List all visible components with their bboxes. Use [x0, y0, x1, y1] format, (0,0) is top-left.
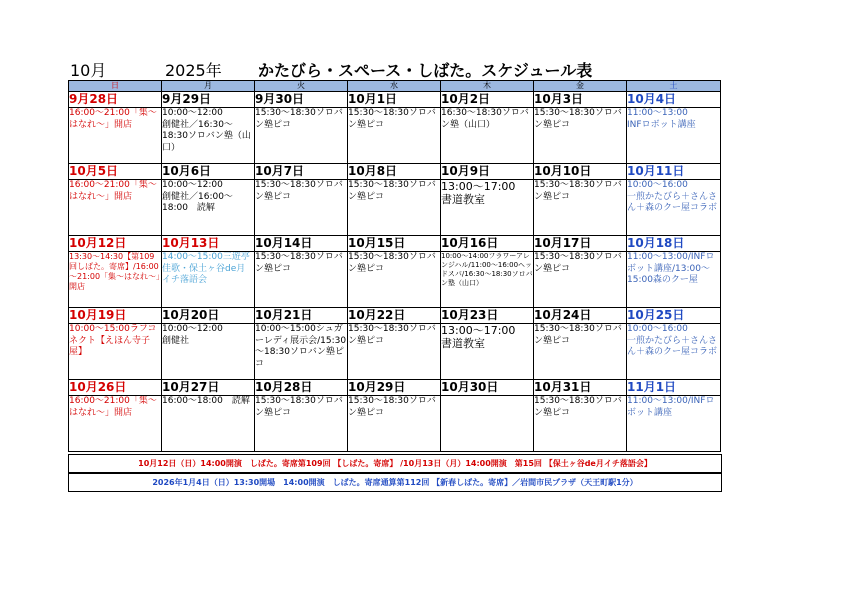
- date-cell: 10月29日: [348, 380, 441, 396]
- event-cell: [627, 180, 721, 236]
- date-cell: 10月30日: [441, 380, 534, 396]
- date-row: [69, 92, 721, 108]
- date-cell: 10月16日: [441, 236, 534, 252]
- date-cell: 10月7日: [255, 164, 348, 180]
- date-cell: 10月19日: [69, 308, 162, 324]
- event-cell: [255, 324, 348, 380]
- event-row: [69, 324, 721, 380]
- date-cell: 10月21日: [255, 308, 348, 324]
- event-cell: [255, 252, 348, 308]
- date-cell: 10月4日: [627, 92, 721, 108]
- date-cell: 10月17日: [534, 236, 627, 252]
- event-cell: [627, 396, 721, 452]
- event-text: 13:30～14:30【第109回しばた。寄席】/16:00～21:00「集～はなれ～」開店: [69, 252, 161, 291]
- event-cell: [255, 108, 348, 164]
- event-cell: [534, 252, 627, 308]
- event-cell: [441, 108, 534, 164]
- date-cell: 10月31日: [534, 380, 627, 396]
- event-text: 10:00～16:00 一煎かたびら＋さんさん＋森のクー屋コラボ: [627, 324, 718, 357]
- event-row: [69, 396, 721, 452]
- event-text: 13:00～17:00 書道教室: [441, 324, 516, 350]
- weekday-thu: 木: [441, 81, 534, 92]
- date-cell: 10月18日: [627, 236, 721, 252]
- event-cell: [348, 108, 441, 164]
- date-cell: 10月9日: [441, 164, 534, 180]
- event-text: 15:30～18:30ソロバン塾ピコ: [534, 180, 622, 202]
- event-text: 15:30～18:30ソロバン塾ピコ: [255, 252, 343, 274]
- event-text: 10:00～12:00 創健社／16:30～18:30ソロバン塾（山口）: [162, 108, 251, 153]
- event-cell: [534, 396, 627, 452]
- event-cell: [69, 252, 162, 308]
- event-cell: [255, 180, 348, 236]
- date-cell: 10月1日: [348, 92, 441, 108]
- schedule-table: [68, 80, 721, 452]
- event-row: [69, 252, 721, 308]
- event-cell: [627, 324, 721, 380]
- date-row: [69, 308, 721, 324]
- date-cell: 10月24日: [534, 308, 627, 324]
- event-cell: [441, 324, 534, 380]
- event-text: 15:30～18:30ソロバン塾ピコ: [255, 396, 343, 418]
- event-cell: [69, 324, 162, 380]
- event-text: 10:00～14:00フラワーアレンジハル/11:00～16:00ヘッドスパ/16:30～18:30ソロバン塾（山口）: [441, 252, 533, 287]
- event-cell: [441, 396, 534, 452]
- event-text: 10:00～16:00 一煎かたびら＋さんさん＋森のクー屋コラボ: [627, 180, 718, 213]
- date-row: [69, 236, 721, 252]
- event-cell: [162, 252, 255, 308]
- date-cell: 10月25日: [627, 308, 721, 324]
- date-cell: 10月26日: [69, 380, 162, 396]
- weekday-sun: 日: [69, 81, 162, 92]
- page-title: かたびら・スペース・しばた。スケジュール表: [258, 61, 593, 80]
- event-text: 15:30～18:30ソロバン塾ピコ: [255, 180, 343, 202]
- event-cell: [348, 324, 441, 380]
- event-text: 15:30～18:30ソロバン塾ピコ: [348, 180, 436, 202]
- event-text: 15:30～18:30ソロバン塾ピコ: [348, 108, 436, 130]
- event-text: 14:00～15:00三遊亭佳歌・保土ヶ谷de月イチ落語会: [162, 252, 250, 285]
- date-cell: 10月22日: [348, 308, 441, 324]
- date-cell: 10月14日: [255, 236, 348, 252]
- event-cell: [441, 180, 534, 236]
- event-cell: [69, 108, 162, 164]
- date-cell: 9月29日: [162, 92, 255, 108]
- date-cell: 10月12日: [69, 236, 162, 252]
- event-text: 16:00～21:00「集～はなれ～」開店: [69, 180, 157, 202]
- event-text: 13:00～17:00 書道教室: [441, 180, 516, 206]
- event-cell: [627, 252, 721, 308]
- date-cell: 10月8日: [348, 164, 441, 180]
- event-cell: [534, 324, 627, 380]
- event-cell: [441, 252, 534, 308]
- date-cell: 9月30日: [255, 92, 348, 108]
- event-text: 15:30～18:30ソロバン塾ピコ: [348, 324, 436, 346]
- title-row: [70, 58, 720, 80]
- event-text: 15:30～18:30ソロバン塾ピコ: [348, 252, 436, 274]
- rakugo-note: 10月12日（日）14:00開演 しばた。寄席第109回 【しばた。寄席】 /10月13日（月）14:00開演 第15回 【保土ヶ谷de月イチ落語会】: [68, 454, 722, 473]
- event-text: 10:00～12:00 創健社: [162, 324, 223, 346]
- date-cell: 10月6日: [162, 164, 255, 180]
- event-cell: [162, 180, 255, 236]
- weekday-wed: 水: [348, 81, 441, 92]
- event-cell: [348, 252, 441, 308]
- event-cell: [69, 396, 162, 452]
- date-row: [69, 164, 721, 180]
- date-cell: 10月20日: [162, 308, 255, 324]
- event-cell: [162, 396, 255, 452]
- weekday-sat: 土: [627, 81, 721, 92]
- event-text: 15:30～18:30ソロバン塾ピコ: [534, 396, 622, 418]
- event-cell: [162, 324, 255, 380]
- event-row: [69, 180, 721, 236]
- event-cell: [348, 396, 441, 452]
- event-cell: [534, 108, 627, 164]
- weekday-tue: 火: [255, 81, 348, 92]
- date-cell: 10月10日: [534, 164, 627, 180]
- event-text: 11:00～13:00/INFロボット講座/13:00～15:00森のクー屋: [627, 252, 715, 285]
- date-cell: 10月2日: [441, 92, 534, 108]
- event-cell: [162, 108, 255, 164]
- weekday-mon: 月: [162, 81, 255, 92]
- event-text: 15:30～18:30ソロバン塾ピコ: [255, 108, 343, 130]
- event-text: 15:30～18:30ソロバン塾ピコ: [534, 252, 622, 274]
- event-cell: [69, 180, 162, 236]
- event-text: 15:30～18:30ソロバン塾ピコ: [534, 324, 622, 346]
- date-cell: 10月15日: [348, 236, 441, 252]
- date-cell: 10月11日: [627, 164, 721, 180]
- date-cell: 10月28日: [255, 380, 348, 396]
- event-text: 10:00～15:00シュガーレディ展示会/15:30～18:30ソロバン塾ピコ: [255, 324, 347, 369]
- event-cell: [627, 108, 721, 164]
- date-cell: 9月28日: [69, 92, 162, 108]
- weekday-fri: 金: [534, 81, 627, 92]
- event-text: 10:00～12:00 創健社／16:00～18:00 読解: [162, 180, 233, 213]
- weekday-header-row: [69, 81, 721, 92]
- date-cell: 10月3日: [534, 92, 627, 108]
- event-row: [69, 108, 721, 164]
- event-text: 15:30～18:30ソロバン塾ピコ: [348, 396, 436, 418]
- date-cell: 10月13日: [162, 236, 255, 252]
- year-label: 2025年: [165, 61, 222, 80]
- event-cell: [255, 396, 348, 452]
- event-text: 10:00～15:00ラフコネクト【えほん寺子屋】: [69, 324, 157, 357]
- date-row: [69, 380, 721, 396]
- event-text: 15:30～18:30ソロバン塾ピコ: [534, 108, 622, 130]
- event-cell: [534, 180, 627, 236]
- event-text: 11:00～13:00/INFロボット講座: [627, 396, 715, 418]
- event-text: 16:00～18:00 読解: [162, 396, 250, 406]
- event-text: 16:30～18:30ソロバン塾（山口）: [441, 108, 529, 130]
- event-text: 11:00～13:00 INFロボット講座: [627, 108, 696, 130]
- date-cell: 10月23日: [441, 308, 534, 324]
- event-text: 16:00～21:00「集～はなれ～」開店: [69, 108, 157, 130]
- date-cell: 10月5日: [69, 164, 162, 180]
- new-year-note: 2026年1月4日（日）13:30開場 14:00開演 しばた。寄席通算第112回 【新春しばた。寄席】／岩間市民プラザ（天王町駅1分）: [68, 473, 722, 492]
- event-text: 16:00～21:00「集～はなれ～」開店: [69, 396, 157, 418]
- date-cell: 10月27日: [162, 380, 255, 396]
- event-cell: [348, 180, 441, 236]
- date-cell: 11月1日: [627, 380, 721, 396]
- month-label: 10月: [70, 61, 107, 80]
